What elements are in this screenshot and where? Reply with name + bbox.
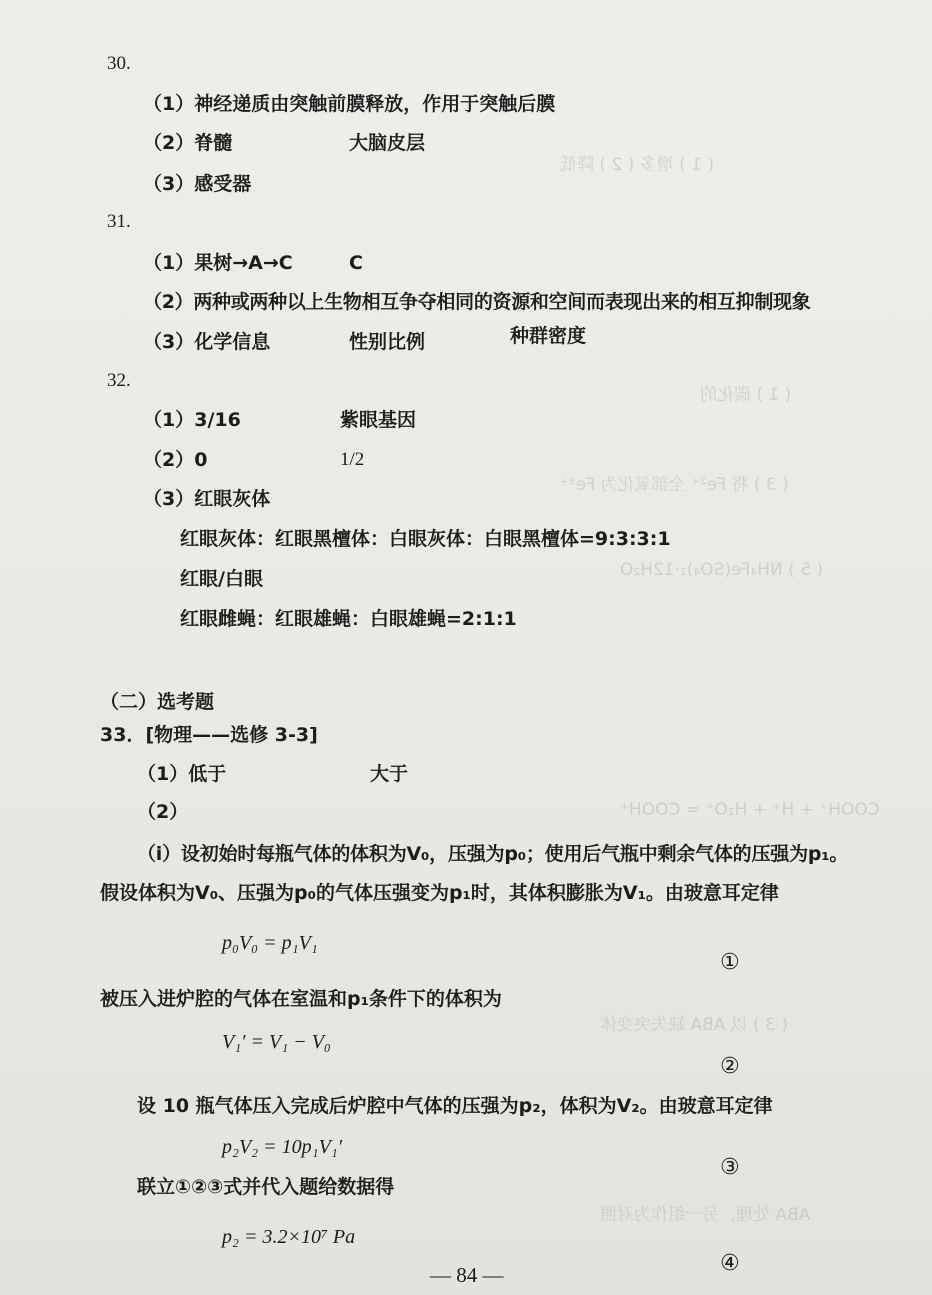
q31-answer-1b: C bbox=[349, 252, 363, 274]
q31-answer-3: （3）化学信息 bbox=[143, 331, 271, 353]
equation-1: p₀V₀ = p₁V₁ bbox=[222, 932, 318, 954]
q32-number: 32. bbox=[107, 370, 131, 391]
q30-answer-2b: 大脑皮层 bbox=[349, 132, 426, 154]
q32-answer-1b: 紫眼基因 bbox=[340, 409, 417, 431]
show-through-text: ( 1 ) 增多 ( 2 ) 降低 bbox=[560, 155, 714, 175]
q33-answer-1b: 大于 bbox=[370, 763, 409, 785]
q33-paragraph-4: 设 10 瓶气体压入完成后炉腔中气体的压强为p₂，体积为V₂。由玻意耳定律 bbox=[137, 1095, 773, 1117]
q33-answer-1: （1）低于 bbox=[137, 763, 227, 785]
q33-title: 33．[物理——选修 3-3] bbox=[100, 724, 318, 746]
q32-answer-3: （3）红眼灰体 bbox=[143, 488, 271, 510]
page-number: — 84 — bbox=[430, 1263, 504, 1287]
equation-marker-3: ③ bbox=[720, 1155, 740, 1180]
equation-2: V₁′ = V₁ − V₀ bbox=[222, 1031, 331, 1053]
q33-paragraph-5: 联立①②③式并代入题给数据得 bbox=[137, 1176, 395, 1198]
q30-answer-1: （1）神经递质由突触前膜释放，作用于突触后膜 bbox=[143, 93, 556, 115]
q31-number: 31. bbox=[107, 211, 131, 232]
equation-4: p₂ = 3.2×10⁷ Pa bbox=[222, 1226, 356, 1248]
q33-paragraph-1: （i）设初始时每瓶气体的体积为V₀，压强为p₀；使用后气瓶中剩余气体的压强为p₁。 bbox=[137, 843, 849, 865]
q32-answer-1: （1）3/16 bbox=[143, 409, 241, 431]
q30-answer-3: （3）感受器 bbox=[143, 173, 252, 195]
show-through-text: ( 3 ) 以 ABA 缺失突变体 bbox=[600, 1015, 789, 1035]
q32-ratio-3: 红眼雌蝇：红眼雄蝇：白眼雄蝇=2:1:1 bbox=[180, 608, 517, 630]
section-header: （二）选考题 bbox=[100, 691, 215, 713]
show-through-text: ( 3 ) 将 Fe²⁺ 全部氧化为 Fe³⁺ bbox=[560, 475, 789, 495]
show-through-text: ( 5 ) NH₄Fe(SO₄)₂·12H₂O bbox=[620, 560, 823, 580]
show-through-text: ( 1 ) 碳化的 bbox=[700, 385, 792, 405]
q32-answer-2: （2）0 bbox=[143, 449, 208, 471]
q32-ratio-1: 红眼灰体：红眼黑檀体：白眼灰体：白眼黑檀体=9:3:3:1 bbox=[180, 528, 671, 550]
q32-ratio-2: 红眼/白眼 bbox=[180, 568, 263, 590]
q31-answer-2: （2）两种或两种以上生物相互争夺相同的资源和空间而表现出来的相互抑制现象 bbox=[143, 291, 811, 313]
equation-3: p₂V₂ = 10p₁V₁′ bbox=[222, 1136, 343, 1158]
q31-answer-3b: 性别比例 bbox=[349, 331, 426, 353]
q30-number: 30. bbox=[107, 53, 131, 74]
q33-paragraph-3: 被压入进炉腔的气体在室温和p₁条件下的体积为 bbox=[100, 988, 502, 1010]
q31-answer-3c: 种群密度 bbox=[510, 325, 587, 347]
show-through-text: ABA 处理，另一组作为对照 bbox=[600, 1205, 811, 1225]
equation-marker-1: ① bbox=[720, 950, 740, 975]
equation-marker-2: ② bbox=[720, 1054, 740, 1079]
q33-paragraph-2: 假设体积为V₀、压强为p₀的气体压强变为p₁时，其体积膨胀为V₁。由玻意耳定律 bbox=[100, 882, 779, 904]
q31-answer-1: （1）果树→A→C bbox=[143, 252, 293, 274]
show-through-text: COOH⁺ + H⁺ + H₂O⁺ = COOH⁺ bbox=[620, 800, 880, 820]
q33-answer-2: （2） bbox=[137, 801, 189, 823]
q32-answer-2b: 1/2 bbox=[340, 449, 365, 470]
q30-answer-2: （2）脊髓 bbox=[143, 132, 233, 154]
equation-marker-4: ④ bbox=[720, 1251, 740, 1276]
